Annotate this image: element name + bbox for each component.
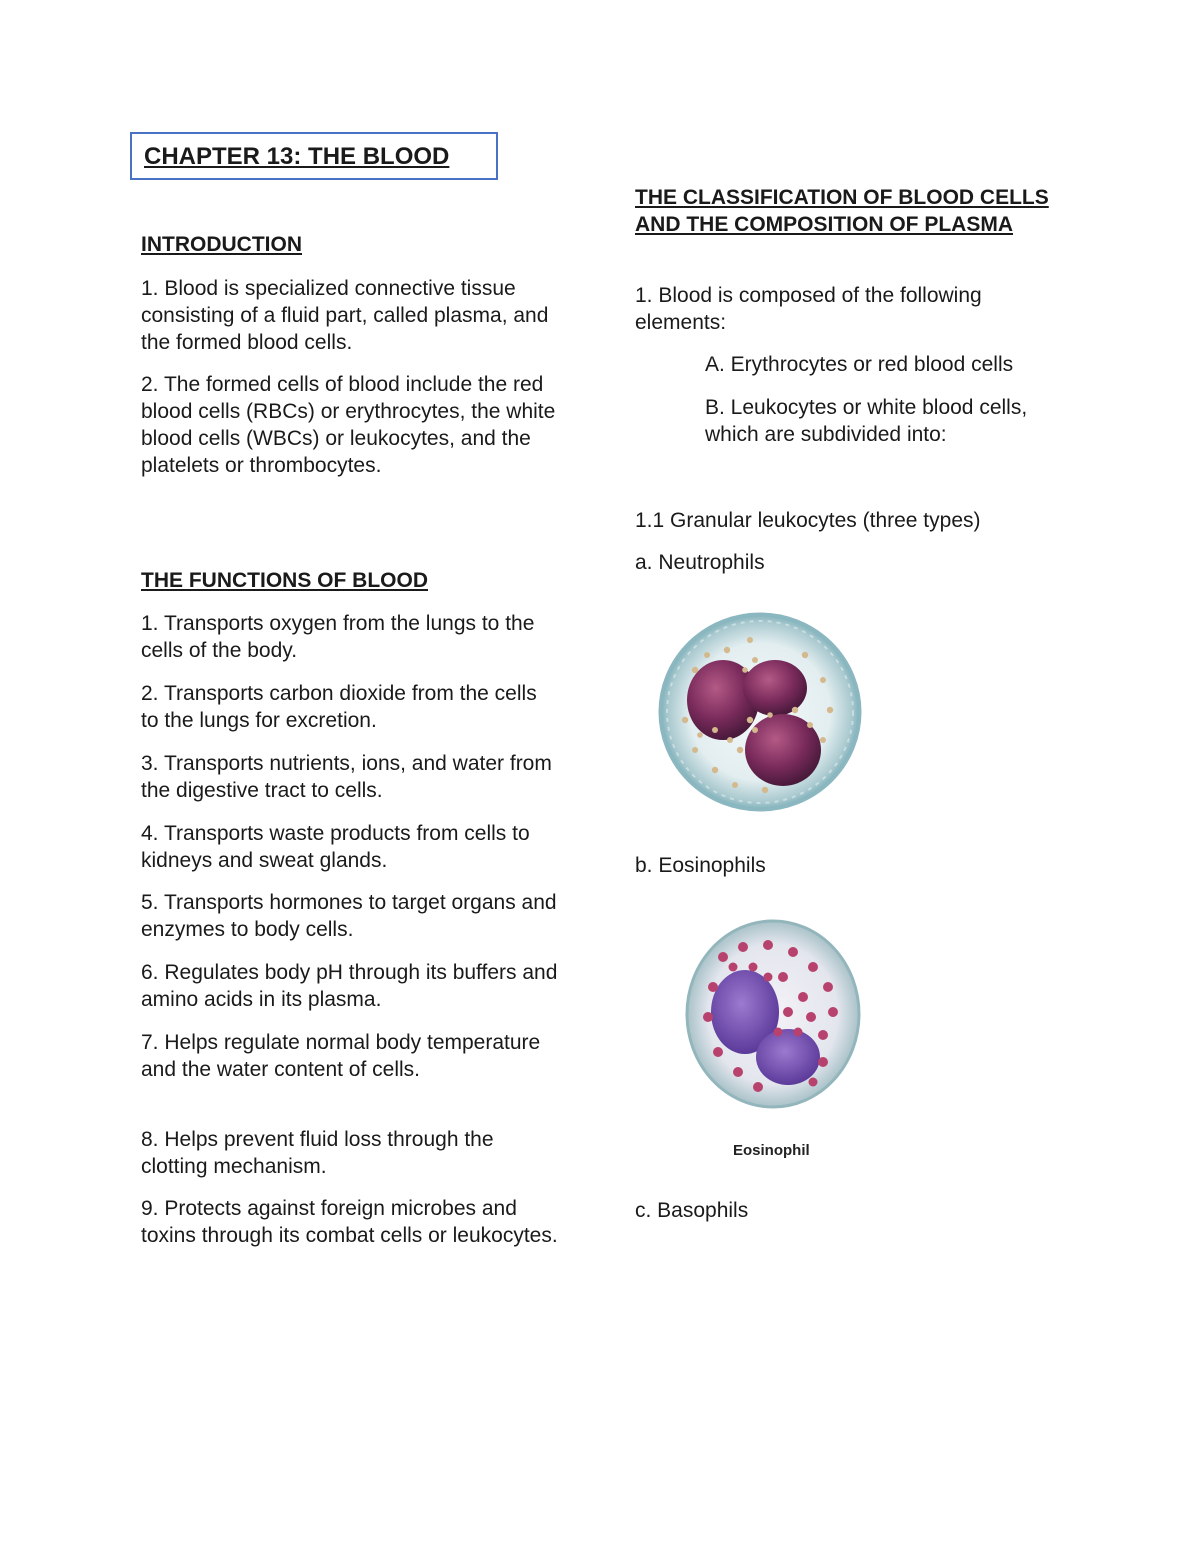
function-item-6: 6. Regulates body pH through its buffers and amino acids in its plasma.	[141, 961, 558, 1011]
function-item-3: 3. Transports nutrients, ions, and water from the digestive tract to cells.	[141, 752, 552, 802]
title-box	[130, 132, 498, 180]
function-item-4: 4. Transports waste products from cells to kidneys and sweat glands.	[141, 822, 530, 872]
basophils-label: c. Basophils	[635, 1199, 749, 1222]
intro-item-2: 2. The formed cells of blood include the red blood cells (RBCs) or erythrocytes, the white blood cells (WBCs) or leukocytes, and the platelets or thrombocytes.	[141, 373, 556, 477]
eosinophil-illustration	[683, 917, 863, 1112]
neutrophils-label: a. Neutrophils	[635, 551, 765, 574]
functions-heading: THE FUNCTIONS OF BLOOD	[141, 569, 428, 592]
granular-leukocytes: 1.1 Granular leukocytes (three types)	[635, 509, 981, 532]
function-item-1: 1. Transports oxygen from the lungs to the cells of the body.	[141, 612, 535, 662]
neutrophil-illustration	[655, 610, 865, 815]
classification-intro: 1. Blood is composed of the following elements:	[635, 284, 982, 334]
erythrocytes-item: A. Erythrocytes or red blood cells	[705, 353, 1014, 376]
function-item-5: 5. Transports hormones to target organs and enzymes to body cells.	[141, 891, 557, 941]
introduction-heading: INTRODUCTION	[141, 233, 302, 256]
function-item-2: 2. Transports carbon dioxide from the cells to the lungs for excretion.	[141, 682, 537, 732]
eosinophil-caption: Eosinophil	[733, 1142, 810, 1159]
intro-item-1: 1. Blood is specialized connective tissue consisting of a fluid part, called plasma, and the formed blood cells.	[141, 277, 549, 354]
function-item-7: 7. Helps regulate normal body temperature and the water content of cells.	[141, 1031, 541, 1081]
leukocytes-item: B. Leukocytes or white blood cells, which are subdivided into:	[705, 396, 1028, 446]
page-title: CHAPTER 13: THE BLOOD	[144, 143, 450, 170]
function-item-9: 9. Protects against foreign microbes and toxins through its combat cells or leukocytes.	[141, 1197, 558, 1247]
function-item-8: 8. Helps prevent fluid loss through the clotting mechanism.	[141, 1128, 494, 1178]
classification-heading: THE CLASSIFICATION OF BLOOD CELLS AND THE COMPOSITION OF PLASMA	[635, 186, 1049, 236]
eosinophils-label: b. Eosinophils	[635, 854, 766, 877]
